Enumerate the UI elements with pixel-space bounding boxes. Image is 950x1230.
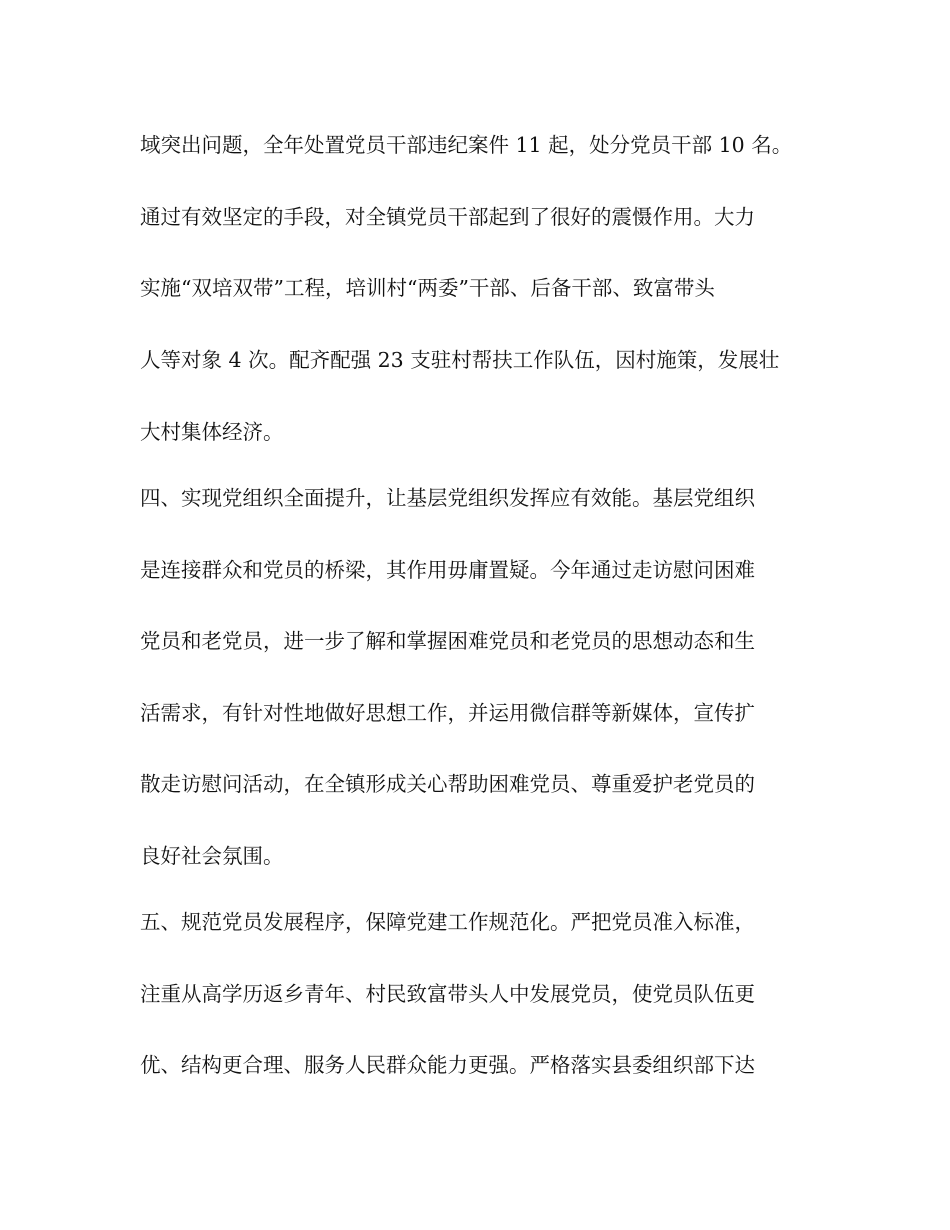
text-line-10: 散走访慰问活动，在全镇形成关心帮助困难党员、尊重爱护老党员的 xyxy=(140,772,755,796)
text-line-9: 活需求，有针对性地做好思想工作，并运用微信群等新媒体，宣传扩 xyxy=(140,701,755,725)
text-line-4: 人等对象 4 次。配齐配强 23 支驻村帮扶工作队伍，因村施策，发展壮 xyxy=(140,348,780,372)
text-line-2: 通过有效坚定的手段，对全镇党员干部起到了很好的震慑作用。大力 xyxy=(140,205,755,229)
text-line-6: 四、实现党组织全面提升，让基层党组织发挥应有效能。基层党组织 xyxy=(140,486,755,510)
text-line-14: 优、结构更合理、服务人民群众能力更强。严格落实县委组织部下达 xyxy=(140,1053,755,1077)
text-line-5: 大村集体经济。 xyxy=(140,420,284,444)
text-line-11: 良好社会氛围。 xyxy=(140,844,284,868)
text-line-1: 域突出问题，全年处置党员干部违纪案件 11 起，处分党员干部 10 名。 xyxy=(140,133,793,157)
text-line-3: 实施“双培双带”工程，培训村“两委”干部、后备干部、致富带头 xyxy=(140,276,715,300)
text-line-12: 五、规范党员发展程序，保障党建工作规范化。严把党员准入标准， xyxy=(140,910,755,934)
text-line-13: 注重从高学历返乡青年、村民致富带头人中发展党员，使党员队伍更 xyxy=(140,982,755,1006)
text-line-7: 是连接群众和党员的桥梁，其作用毋庸置疑。今年通过走访慰问困难 xyxy=(140,558,755,582)
text-line-8: 党员和老党员，进一步了解和掌握困难党员和老党员的思想动态和生 xyxy=(140,629,755,653)
